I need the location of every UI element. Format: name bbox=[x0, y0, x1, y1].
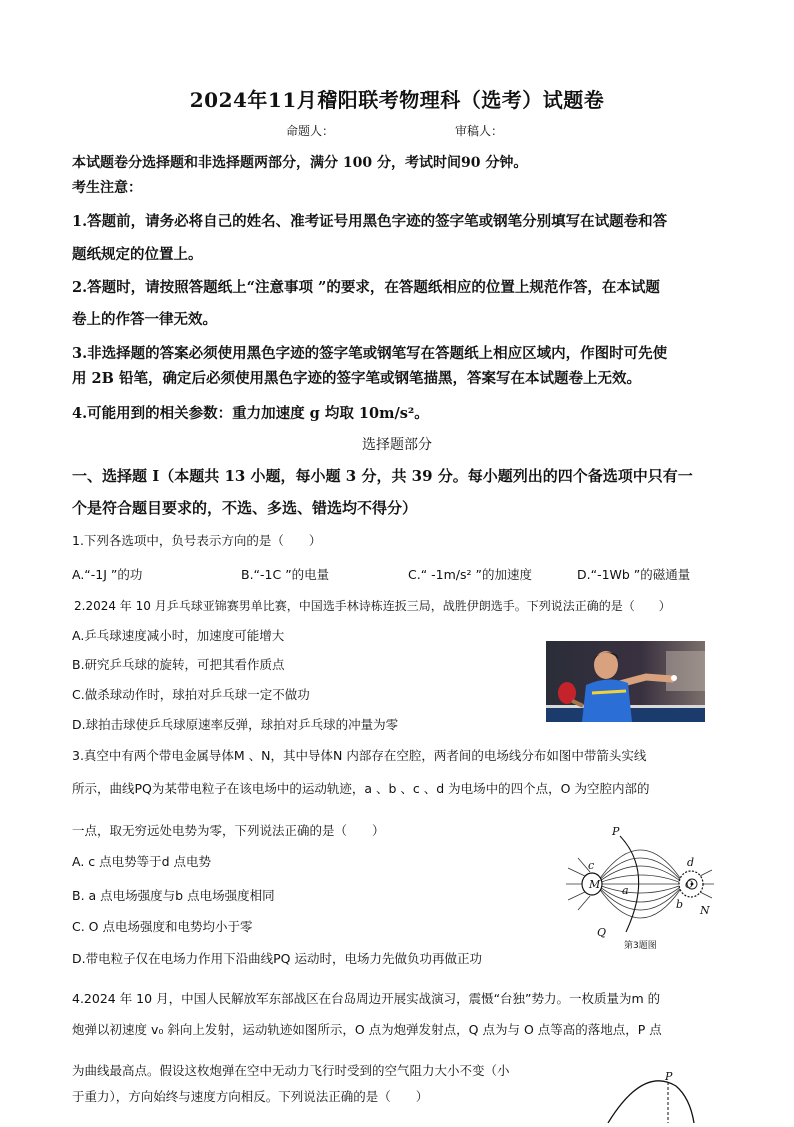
fig3-label-p: P bbox=[612, 825, 620, 838]
notice-4: 4.可能用到的相关参数：重力加速度 g 均取 10m/s²。 bbox=[72, 405, 429, 422]
notice-2: 2.答题时，请按照答题纸上“注意事项 ”的要求，在答题纸相应的位置上规范作答，在本试题 bbox=[72, 279, 660, 296]
q1-option-d: D.“-1Wb ”的磁通量 bbox=[577, 567, 691, 582]
q3-stem: 3.真空中有两个带电金属导体M 、N，其中导体N 内部存在空腔，两者间的电场线分布如图中带箭头实线 bbox=[72, 748, 647, 763]
fig3-label-o: O bbox=[685, 880, 694, 891]
q2-stem: 2.2024 年 10 月乒乓球亚锦赛男单比赛，中国选手林诗栋连扳三局，战胜伊朗选手。下列说法正确的是（ ） bbox=[74, 599, 671, 613]
notice-heading: 考生注意： bbox=[72, 180, 142, 196]
fig3-label-n: N bbox=[700, 904, 710, 917]
q1-stem: 1.下列各选项中，负号表示方向的是（ ） bbox=[72, 533, 322, 548]
q3-stem-cont: 所示，曲线PQ为某带电粒子在该电场中的运动轨迹，a 、b 、c 、d 为电场中的四个点，O 为空腔内部的 bbox=[72, 781, 650, 796]
q2-option-c: C.做杀球动作时，球拍对乒乓球一定不做功 bbox=[72, 687, 310, 702]
section-title: 选择题部分 bbox=[362, 437, 432, 453]
electric-field-figure bbox=[556, 822, 716, 950]
q4-stem-line3: 为曲线最高点。假设这枚炮弹在空中无动力飞行时受到的空气阻力大小不变（小 bbox=[72, 1063, 510, 1078]
notice-3: 3.非选择题的答案必须使用黑色字迹的签字笔或钢笔写在答题纸上相应区域内，作图时可先使 bbox=[72, 345, 668, 362]
q1-option-b: B.“-1C ”的电量 bbox=[241, 567, 330, 582]
q4-stem-line4: 于重力），方向始终与速度方向相反。下列说法正确的是（ ） bbox=[72, 1089, 429, 1104]
reviewer-label: 审稿人： bbox=[455, 124, 504, 138]
notice-2-cont: 卷上的作答一律无效。 bbox=[72, 311, 217, 328]
notice-1-cont: 题纸规定的位置上。 bbox=[72, 246, 203, 263]
notice-3-cont: 用 2B 铅笔，确定后必须使用黑色字迹的签字笔或钢笔描黑，答案写在本试题卷上无效。 bbox=[72, 370, 641, 387]
q2-option-d: D.球拍击球使乒乓球原速率反弹，球拍对乒乓球的冲量为零 bbox=[72, 717, 399, 732]
table-tennis-player-image bbox=[546, 641, 705, 722]
trajectory-diagram bbox=[598, 1068, 718, 1123]
q3-option-c: C. O 点电场强度和电势均小于零 bbox=[72, 919, 253, 934]
q3-option-b: B. a 点电场强度与b 点电场强度相同 bbox=[72, 888, 275, 903]
table-tennis-photo bbox=[546, 641, 705, 722]
notice-1: 1.答题前，请务必将自己的姓名、准考证号用黑色字迹的签字笔或钢笔分别填写在试题卷和答 bbox=[72, 213, 668, 230]
fig3-label-a: a bbox=[622, 884, 629, 897]
q2-option-a: A.乒乓球速度减小时，加速度可能增大 bbox=[72, 628, 285, 643]
q1-option-c: C.“ -1m/s² ”的加速度 bbox=[408, 567, 532, 582]
fig4-label-p: P bbox=[665, 1070, 673, 1083]
fig3-caption: 第3题图 bbox=[624, 941, 657, 950]
intro-line: 本试题卷分选择题和非选择题两部分，满分 100 分，考试时间90 分钟。 bbox=[72, 155, 528, 171]
page-title: 2024年11月稽阳联考物理科（选考）试题卷 bbox=[189, 88, 605, 112]
author-label: 命题人： bbox=[286, 124, 335, 138]
electric-field-diagram bbox=[556, 822, 716, 950]
q3-stem-end: 一点，取无穷远处电势为零，下列说法正确的是（ ） bbox=[72, 823, 385, 838]
section-heading-cont: 个是符合题目要求的，不选、多选、错选均不得分） bbox=[72, 499, 418, 517]
fig3-label-m: M bbox=[589, 878, 601, 891]
q4-stem: 4.2024 年 10 月，中国人民解放军东部战区在台岛周边开展实战演习，震慑“台独”势力。一枚质量为m 的 bbox=[72, 991, 661, 1006]
trajectory-figure bbox=[598, 1068, 718, 1123]
q1-option-a: A.“-1J ”的功 bbox=[72, 567, 143, 582]
q3-option-d: D.带电粒子仅在电场力作用下沿曲线PQ 运动时，电场力先做负功再做正功 bbox=[72, 951, 482, 966]
q3-option-a: A. c 点电势等于d 点电势 bbox=[72, 854, 212, 869]
section-heading: 一、选择题 Ⅰ（本题共 13 小题，每小题 3 分，共 39 分。每小题列出的四个备选项中只有一 bbox=[72, 467, 693, 485]
fig3-label-q: Q bbox=[597, 926, 607, 939]
fig3-label-b: b bbox=[676, 898, 684, 911]
q4-stem-cont: 炮弹以初速度 v₀ 斜向上发射，运动轨迹如图所示，O 点为炮弹发射点，Q 点为与 O 点等高的落地点，P 点 bbox=[72, 1022, 662, 1037]
fig3-label-c: c bbox=[588, 859, 595, 872]
fig3-label-d: d bbox=[687, 856, 695, 869]
q2-option-b: B.研究乒乓球的旋转，可把其看作质点 bbox=[72, 657, 285, 672]
